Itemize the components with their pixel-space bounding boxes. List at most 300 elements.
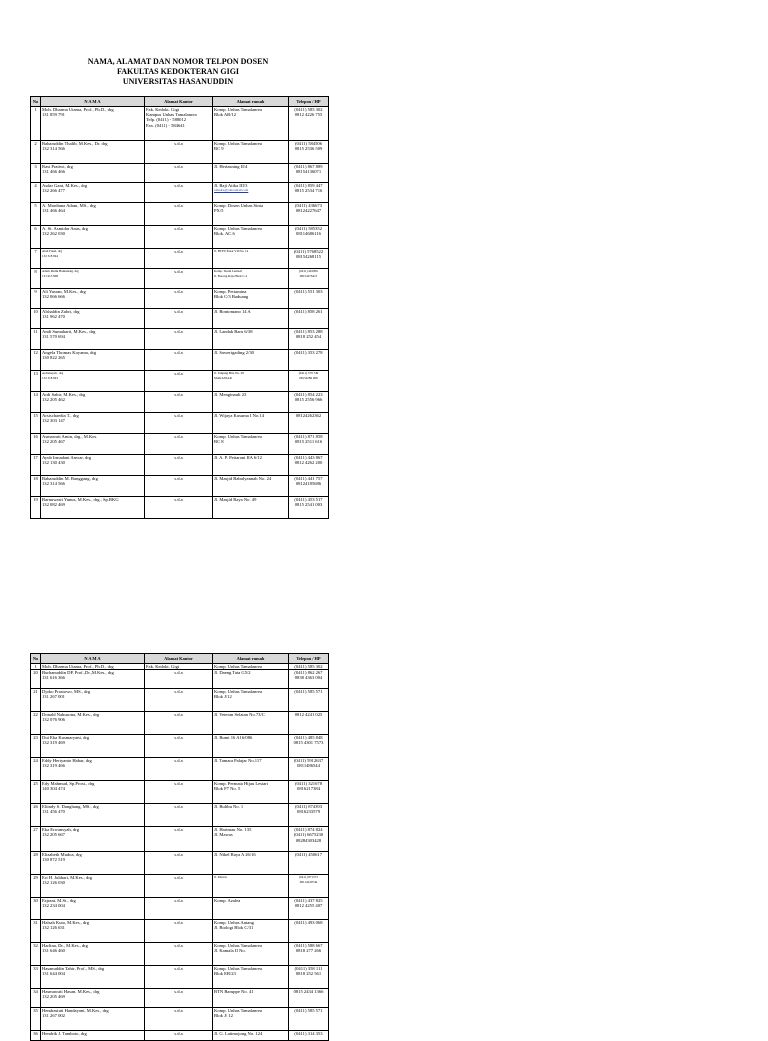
cell-home-address bbox=[213, 269, 289, 289]
cell-name bbox=[41, 455, 145, 476]
home-line: Jl. Masjid Babulyannah No. 24 bbox=[214, 476, 272, 481]
header-phone: Telepon / HP bbox=[289, 97, 329, 107]
table-row bbox=[31, 269, 329, 289]
phone-line: 0815 2511 616 bbox=[294, 439, 323, 445]
name-line: 132 319 466 bbox=[42, 763, 65, 769]
table-row bbox=[31, 943, 329, 966]
name-line: 132 126 631 bbox=[42, 925, 65, 931]
table-row bbox=[31, 226, 329, 249]
cell-office-address bbox=[145, 476, 213, 497]
cell-name bbox=[41, 920, 145, 943]
name-line: A. Mardiana Adam, MS., drg bbox=[42, 203, 96, 208]
cell-home-address bbox=[213, 875, 289, 898]
name-line: 132 076 906 bbox=[42, 717, 65, 723]
cell-no: 35 bbox=[31, 1008, 41, 1031]
cell-phone bbox=[289, 497, 329, 519]
phone-line: 0838 4363 004 bbox=[294, 675, 323, 681]
phone-line: (0411) 862 267 bbox=[294, 670, 323, 676]
name-line: Hendrik J. Tamboto, drg bbox=[42, 1031, 87, 1037]
phone-line: 08114686116 bbox=[296, 231, 321, 237]
cell-home-address bbox=[213, 329, 289, 350]
home-line: Jl. Mawas bbox=[214, 832, 233, 838]
cell-phone bbox=[289, 249, 329, 269]
cell-home-address bbox=[213, 413, 289, 434]
home-line: Jl. Biologi Blok C/31 bbox=[214, 925, 254, 931]
cell-phone bbox=[289, 329, 329, 350]
office-line: s.d.a bbox=[174, 852, 183, 858]
cell-office-address bbox=[145, 735, 213, 758]
cell-phone bbox=[289, 289, 329, 309]
cell-no: 6 bbox=[31, 226, 41, 249]
cell-phone bbox=[289, 804, 329, 827]
name-line: Moh. Dharma Utama, Prof., Ph.D., drg bbox=[42, 664, 114, 669]
cell-no: 5 bbox=[31, 203, 41, 226]
table-row bbox=[31, 875, 329, 898]
cell-phone bbox=[289, 413, 329, 434]
cell-home-address bbox=[213, 350, 289, 371]
name-line: Fajrani, M.Si., drg bbox=[42, 898, 76, 904]
cell-office-address bbox=[145, 249, 213, 269]
cell-name bbox=[41, 689, 145, 712]
name-line: Edy Mahmud, Sp.Prost., drg bbox=[42, 781, 95, 787]
cell-name bbox=[41, 497, 145, 519]
cell-office-address bbox=[145, 689, 213, 712]
name-line: Eka Erwansyah, drg bbox=[42, 827, 80, 833]
lecturer-table-2 bbox=[30, 653, 329, 1041]
cell-name bbox=[41, 392, 145, 413]
phone-line: 08154276415 bbox=[299, 274, 318, 279]
phone-line: (0411) 579 749 bbox=[298, 371, 319, 375]
cell-office-address bbox=[145, 392, 213, 413]
cell-office-address bbox=[145, 943, 213, 966]
phone-line: (0411) 867 889 bbox=[294, 164, 323, 169]
name-line: 132 319 469 bbox=[42, 740, 65, 746]
name-line: Harlina, Dr., M.Kes., drg bbox=[42, 943, 88, 949]
name-line: 132 205 667 bbox=[42, 832, 65, 838]
office-line: s.d.a bbox=[174, 203, 183, 208]
cell-home-address bbox=[213, 249, 289, 269]
header-office: Alamat Kantor bbox=[145, 654, 213, 664]
cell-office-address bbox=[145, 989, 213, 1008]
office-line: s.d.a bbox=[174, 735, 183, 741]
phone-line: (0411) 859 447 bbox=[294, 183, 323, 188]
cell-no: 4 bbox=[31, 183, 41, 203]
phone-line: 08154136071 bbox=[295, 169, 322, 175]
table-row bbox=[31, 735, 329, 758]
cell-name bbox=[41, 371, 145, 392]
phone-line: (0411) 858 261 bbox=[294, 309, 323, 314]
cell-phone bbox=[289, 781, 329, 804]
cell-no: 2 bbox=[31, 141, 41, 164]
cell-phone bbox=[289, 689, 329, 712]
cell-phone bbox=[289, 203, 329, 226]
cell-phone bbox=[289, 735, 329, 758]
cell-phone bbox=[289, 1008, 329, 1031]
cell-name bbox=[41, 670, 145, 689]
office-line: s.d.a bbox=[174, 689, 183, 695]
table-row bbox=[31, 203, 329, 226]
cell-name bbox=[41, 804, 145, 827]
header-name: N A M A bbox=[41, 654, 145, 664]
cell-office-address bbox=[145, 107, 213, 141]
home-line: BC 8 bbox=[214, 439, 224, 445]
name-line: 131 456 470 bbox=[42, 809, 65, 815]
phone-line: 0815 2556 966 bbox=[294, 397, 323, 403]
cell-phone bbox=[289, 1031, 329, 1041]
cell-name bbox=[41, 226, 145, 249]
cell-name bbox=[41, 1008, 145, 1031]
home-line: Komp. Unhas Tamalanrea bbox=[214, 434, 262, 439]
cell-home-address bbox=[213, 392, 289, 413]
name-line: Abul Fauzi, drg bbox=[42, 249, 63, 253]
office-line: s.d.a bbox=[174, 249, 183, 254]
cell-office-address bbox=[145, 141, 213, 164]
header-office: Alamat Kantor bbox=[145, 97, 213, 107]
cell-name bbox=[41, 966, 145, 989]
table-row bbox=[31, 920, 329, 943]
cell-phone bbox=[289, 898, 329, 920]
email-link[interactable]: xidadra@yahoomail.com bbox=[214, 188, 249, 193]
phone-line: (0411) 491856 bbox=[299, 269, 318, 273]
home-line: Komp. Dosen Unhas Sinta bbox=[214, 203, 263, 208]
phone-line: (0411) 358 111 bbox=[294, 966, 323, 972]
name-line: Asdar Gani, M.Kes., drg bbox=[42, 183, 88, 188]
phone-line: 0815 2536 509 bbox=[294, 146, 323, 152]
home-line: Jl. Bumi 16 A16/086 bbox=[214, 735, 253, 741]
home-line: Jl. Mawas bbox=[214, 875, 227, 880]
phone-line: (0411) 853 288 bbox=[294, 329, 323, 334]
name-line: 132 234 004 bbox=[42, 903, 65, 909]
home-line: Jl. Masjid Raya No. 49 bbox=[214, 497, 257, 502]
table-row bbox=[31, 350, 329, 371]
table-row bbox=[31, 966, 329, 989]
cell-no: 24 bbox=[31, 758, 41, 781]
phone-line: (0411) 585 571 bbox=[294, 689, 323, 695]
home-line: Blok C/3 Baduang bbox=[214, 294, 249, 300]
home-line: Komp. Unhas Tamalanrea bbox=[214, 141, 262, 146]
phone-line: (0411) 588 667 bbox=[294, 943, 323, 949]
cell-home-address bbox=[213, 371, 289, 392]
name-line: Hasmawati Hasan, M.Kes., drg bbox=[42, 989, 100, 995]
cell-no: 17 bbox=[31, 455, 41, 476]
table-row bbox=[31, 434, 329, 455]
cell-phone bbox=[289, 434, 329, 455]
cell-office-address bbox=[145, 350, 213, 371]
cell-no: 13 bbox=[31, 371, 41, 392]
name-line: 131 267 001 bbox=[42, 694, 65, 700]
name-line: A. St. Asmidar Anas, drg bbox=[42, 226, 88, 231]
phone-line: 0815 2541 003 bbox=[294, 502, 323, 508]
name-line: 132 314 566 bbox=[42, 481, 65, 487]
office-line: s.d.a bbox=[174, 758, 183, 764]
cell-office-address bbox=[145, 852, 213, 875]
home-line: Komp. Unhas Tamalanrea bbox=[214, 689, 262, 695]
cell-phone bbox=[289, 966, 329, 989]
cell-office-address bbox=[145, 226, 213, 249]
table-row bbox=[31, 758, 329, 781]
header-home: Alamat rumah bbox=[213, 654, 289, 664]
phone-line: (0411) 437 825 bbox=[294, 898, 323, 904]
phone-line: 0815 2534 716 bbox=[294, 188, 323, 194]
home-line: Jl. Bulibu No. 1 bbox=[214, 804, 244, 810]
cell-name bbox=[41, 434, 145, 455]
phone-line: (0411) 854 223 bbox=[294, 392, 323, 397]
cell-name bbox=[41, 413, 145, 434]
table-header-row bbox=[31, 97, 329, 107]
office-line: s.d.a bbox=[174, 497, 183, 502]
table-row bbox=[31, 371, 329, 392]
cell-no: 1 bbox=[31, 664, 41, 670]
name-line: Donald Nahusona, M.Kes., drg bbox=[42, 712, 100, 718]
office-line: s.d.a bbox=[174, 164, 183, 169]
name-line: 131 616 366 bbox=[42, 675, 65, 681]
phone-line: 0816233579 bbox=[297, 809, 320, 815]
office-line: s.d.a bbox=[174, 1031, 183, 1037]
phone-line: (0411) 485 848 bbox=[294, 735, 323, 741]
office-line: Telp. (0411) - 588012 bbox=[146, 117, 187, 123]
cell-home-address bbox=[213, 989, 289, 1008]
office-line: s.d.a bbox=[174, 226, 183, 231]
name-line: Eri H. Jubhari, M.Kes., drg bbox=[42, 875, 93, 881]
table-row bbox=[31, 804, 329, 827]
phone-line: 0812 4241 025 bbox=[294, 712, 323, 718]
office-line: s.d.a bbox=[174, 827, 183, 833]
office-line: s.d.a bbox=[174, 1008, 183, 1014]
home-line: PX/5 bbox=[214, 208, 224, 214]
name-line: Moh. Dharma Utama, Prof., Ph.D., drg bbox=[42, 107, 114, 112]
cell-name bbox=[41, 289, 145, 309]
name-line: Asmawati Amin, drg., M.Kes. bbox=[42, 434, 98, 439]
name-line: Rasi Pratiwi, drg bbox=[42, 164, 73, 169]
name-line: Halsah Kuta, M.Kes., drg bbox=[42, 920, 89, 926]
name-line: Hasanuddin Tahir, Prof., MS., drg bbox=[42, 966, 105, 972]
cell-name bbox=[41, 164, 145, 183]
cell-office-address bbox=[145, 804, 213, 827]
cell-home-address bbox=[213, 289, 289, 309]
name-line: Arsischaedia T., drg bbox=[42, 413, 79, 418]
cell-office-address bbox=[145, 875, 213, 898]
name-line: 131 913 898 bbox=[42, 274, 58, 279]
cell-no: 27 bbox=[31, 827, 41, 852]
office-line: s.d.a bbox=[174, 476, 183, 481]
header-phone: Telepon / HP bbox=[289, 654, 329, 664]
header-no: No bbox=[31, 654, 41, 664]
cell-name bbox=[41, 827, 145, 852]
cell-phone bbox=[289, 476, 329, 497]
phone-line: 08124185686 bbox=[295, 481, 322, 487]
cell-name bbox=[41, 898, 145, 920]
phone-line: (0411) 443 867 bbox=[294, 455, 323, 460]
home-line: Blok. AC.6 bbox=[214, 231, 235, 237]
name-line: 131 859 791 bbox=[42, 112, 65, 118]
name-line: 131 646 460 bbox=[42, 948, 65, 954]
title-line-1: NAMA, ALAMAT DAN NOMOR TELPON DOSEN bbox=[87, 57, 269, 66]
name-line: 132 130 430 bbox=[42, 460, 65, 466]
cell-phone bbox=[289, 350, 329, 371]
cell-name bbox=[41, 329, 145, 350]
cell-home-address bbox=[213, 203, 289, 226]
home-line: Blok EB/23 bbox=[214, 971, 236, 977]
cell-office-address bbox=[145, 966, 213, 989]
document-title bbox=[0, 57, 356, 87]
home-line: Jl. Veteran Selatan No.73/C bbox=[214, 712, 265, 718]
cell-no: 12 bbox=[31, 350, 41, 371]
name-line: 131 466 466 bbox=[42, 169, 65, 175]
name-line: Ayub Irmadani Anwar, drg bbox=[42, 455, 92, 460]
home-line: MAKASSAR bbox=[214, 376, 232, 381]
cell-no: 31 bbox=[31, 920, 41, 943]
table-row bbox=[31, 164, 329, 183]
office-line: s.d.a bbox=[174, 712, 183, 718]
name-line: Eddy Heriyanto Habar, drg bbox=[42, 758, 92, 764]
phone-line: (0411) 493 068 bbox=[294, 920, 323, 926]
cell-name bbox=[41, 476, 145, 497]
cell-office-address bbox=[145, 827, 213, 852]
name-line: Baharuddin M. Ranggang, drg bbox=[42, 476, 98, 481]
home-line: BTN Baruppe No. 41 bbox=[214, 989, 254, 995]
phone-line: (0411) 450617 bbox=[294, 852, 322, 858]
phone-line: (0411) 5912637 bbox=[293, 758, 324, 764]
cell-home-address bbox=[213, 827, 289, 852]
table-row bbox=[31, 392, 329, 413]
office-line: s.d.a bbox=[174, 183, 183, 188]
home-line: Komp. Pertamina bbox=[214, 289, 247, 294]
cell-home-address bbox=[213, 898, 289, 920]
cell-phone bbox=[289, 107, 329, 141]
cell-name bbox=[41, 781, 145, 804]
office-line: Fak. Kedokt. Gigi bbox=[146, 107, 180, 112]
home-line: Jl. BTPU Pasar VII No. 14 bbox=[214, 249, 249, 253]
table-row bbox=[31, 476, 329, 497]
phone-line: (0411) 6675230 bbox=[293, 832, 324, 838]
phone-line: 08124262362 bbox=[295, 413, 322, 418]
cell-no: 36 bbox=[31, 1031, 41, 1041]
phone-line: 08154286 968 bbox=[299, 376, 318, 381]
office-line: s.d.a bbox=[174, 309, 183, 314]
cell-home-address bbox=[213, 689, 289, 712]
cell-office-address bbox=[145, 898, 213, 920]
home-line: Komp. Permata Hijau Lestari bbox=[214, 781, 269, 787]
home-line: Jl. A. P. Pettarani IIA 6/12 bbox=[214, 455, 262, 460]
name-line: 132 266 477 bbox=[42, 188, 65, 194]
cell-home-address bbox=[213, 476, 289, 497]
cell-home-address bbox=[213, 670, 289, 689]
home-line: Jl. Bontomano 14 A bbox=[214, 309, 251, 314]
office-line: s.d.a bbox=[174, 141, 183, 146]
table-row bbox=[31, 827, 329, 852]
home-line: Komp. Unhas Tamalanrea bbox=[214, 943, 262, 949]
cell-office-address bbox=[145, 497, 213, 519]
phone-line: (0411) 314 353 bbox=[294, 1031, 323, 1037]
phone-line: 0812 4226 755 bbox=[294, 112, 323, 118]
table-row bbox=[31, 781, 329, 804]
name-line: Ardi Sabir, M.Kes., drg bbox=[42, 392, 86, 397]
cell-home-address bbox=[213, 107, 289, 141]
cell-no: 9 bbox=[31, 289, 41, 309]
name-line: Burhanuddin DP, Prof.,Dr.,M.Kes., drg bbox=[42, 670, 114, 676]
cell-home-address bbox=[213, 434, 289, 455]
cell-phone bbox=[289, 141, 329, 164]
phone-line: (0411) 551 303 bbox=[294, 289, 323, 294]
table-body bbox=[31, 664, 329, 1041]
office-line: s.d.a bbox=[174, 966, 183, 972]
cell-phone bbox=[289, 226, 329, 249]
cell-no: 1 bbox=[31, 107, 41, 141]
home-line: Jl. Baji Atika III/3 bbox=[214, 183, 248, 188]
phone-line: (0411) 353 278 bbox=[294, 350, 323, 355]
cell-no: 8 bbox=[31, 269, 41, 289]
table-row bbox=[31, 497, 329, 519]
home-line: Komp. Unhas Tamalanrea bbox=[214, 1008, 262, 1014]
office-line: Fax. (0411) - 584641 bbox=[146, 122, 185, 128]
phone-line: 0818 252 561 bbox=[295, 971, 322, 977]
phone-line: 0816217384 bbox=[297, 786, 320, 792]
phone-line: (0411) 871573 bbox=[299, 875, 318, 880]
cell-phone bbox=[289, 183, 329, 203]
cell-home-address bbox=[213, 497, 289, 519]
home-line: Blok F7 No. 5 bbox=[214, 786, 241, 792]
phone-line: (0411) 585 302 bbox=[294, 664, 323, 669]
office-line: s.d.a bbox=[174, 371, 183, 376]
cell-no: 19 bbox=[31, 497, 41, 519]
cell-name bbox=[41, 712, 145, 735]
name-line: 131 267 002 bbox=[42, 1013, 65, 1019]
cell-phone bbox=[289, 758, 329, 781]
table-row bbox=[31, 1031, 329, 1041]
home-line: Jl. Wijaya Kusuma I No.14 bbox=[214, 413, 264, 418]
cell-home-address bbox=[213, 226, 289, 249]
office-line: s.d.a bbox=[174, 269, 183, 274]
phone-line: 08124227647 bbox=[295, 208, 322, 214]
name-line: Dui Eka Kusmaryani, drg bbox=[42, 735, 90, 741]
cell-office-address bbox=[145, 269, 213, 289]
cell-no: 7 bbox=[31, 249, 41, 269]
cell-office-address bbox=[145, 413, 213, 434]
name-line: 131 466 464 bbox=[42, 208, 65, 214]
phone-line: (0411) 585 571 bbox=[294, 1008, 323, 1014]
name-line: 132 318 844 bbox=[42, 254, 58, 259]
cell-name bbox=[41, 875, 145, 898]
cell-name bbox=[41, 758, 145, 781]
cell-name bbox=[41, 1031, 145, 1041]
office-line: s.d.a bbox=[174, 413, 183, 418]
name-line: 132 066 666 bbox=[42, 294, 65, 300]
cell-no: 34 bbox=[31, 989, 41, 1008]
office-line: Kampus Unhas Tamalanrea bbox=[146, 112, 197, 118]
name-line: Adam Malik Hamudeng, drg bbox=[42, 269, 79, 273]
home-line: Jl. Hertasning II/4 bbox=[214, 164, 248, 169]
cell-name bbox=[41, 269, 145, 289]
cell-no: 22 bbox=[31, 712, 41, 735]
table-row bbox=[31, 898, 329, 920]
office-line: s.d.a bbox=[174, 781, 183, 787]
home-line: Jl. Borong Raya Blok C.4 bbox=[214, 274, 247, 279]
table-row bbox=[31, 989, 329, 1008]
table-row bbox=[31, 183, 329, 203]
home-line: Komp. Unhas Tamalanrea bbox=[214, 226, 262, 231]
cell-home-address bbox=[213, 920, 289, 943]
table-body bbox=[31, 107, 329, 519]
cell-home-address bbox=[213, 966, 289, 989]
name-line: 132 303 147 bbox=[42, 418, 65, 424]
cell-name bbox=[41, 203, 145, 226]
phone-line: (0411) 436673 bbox=[294, 203, 322, 208]
table-row bbox=[31, 289, 329, 309]
phone-line: 0815 4301 7573 bbox=[293, 740, 324, 746]
phone-line: 0815 2434 1366 bbox=[293, 989, 324, 995]
phone-line: (0411) 874 824 bbox=[294, 827, 323, 833]
office-line: s.d.a bbox=[174, 898, 183, 904]
